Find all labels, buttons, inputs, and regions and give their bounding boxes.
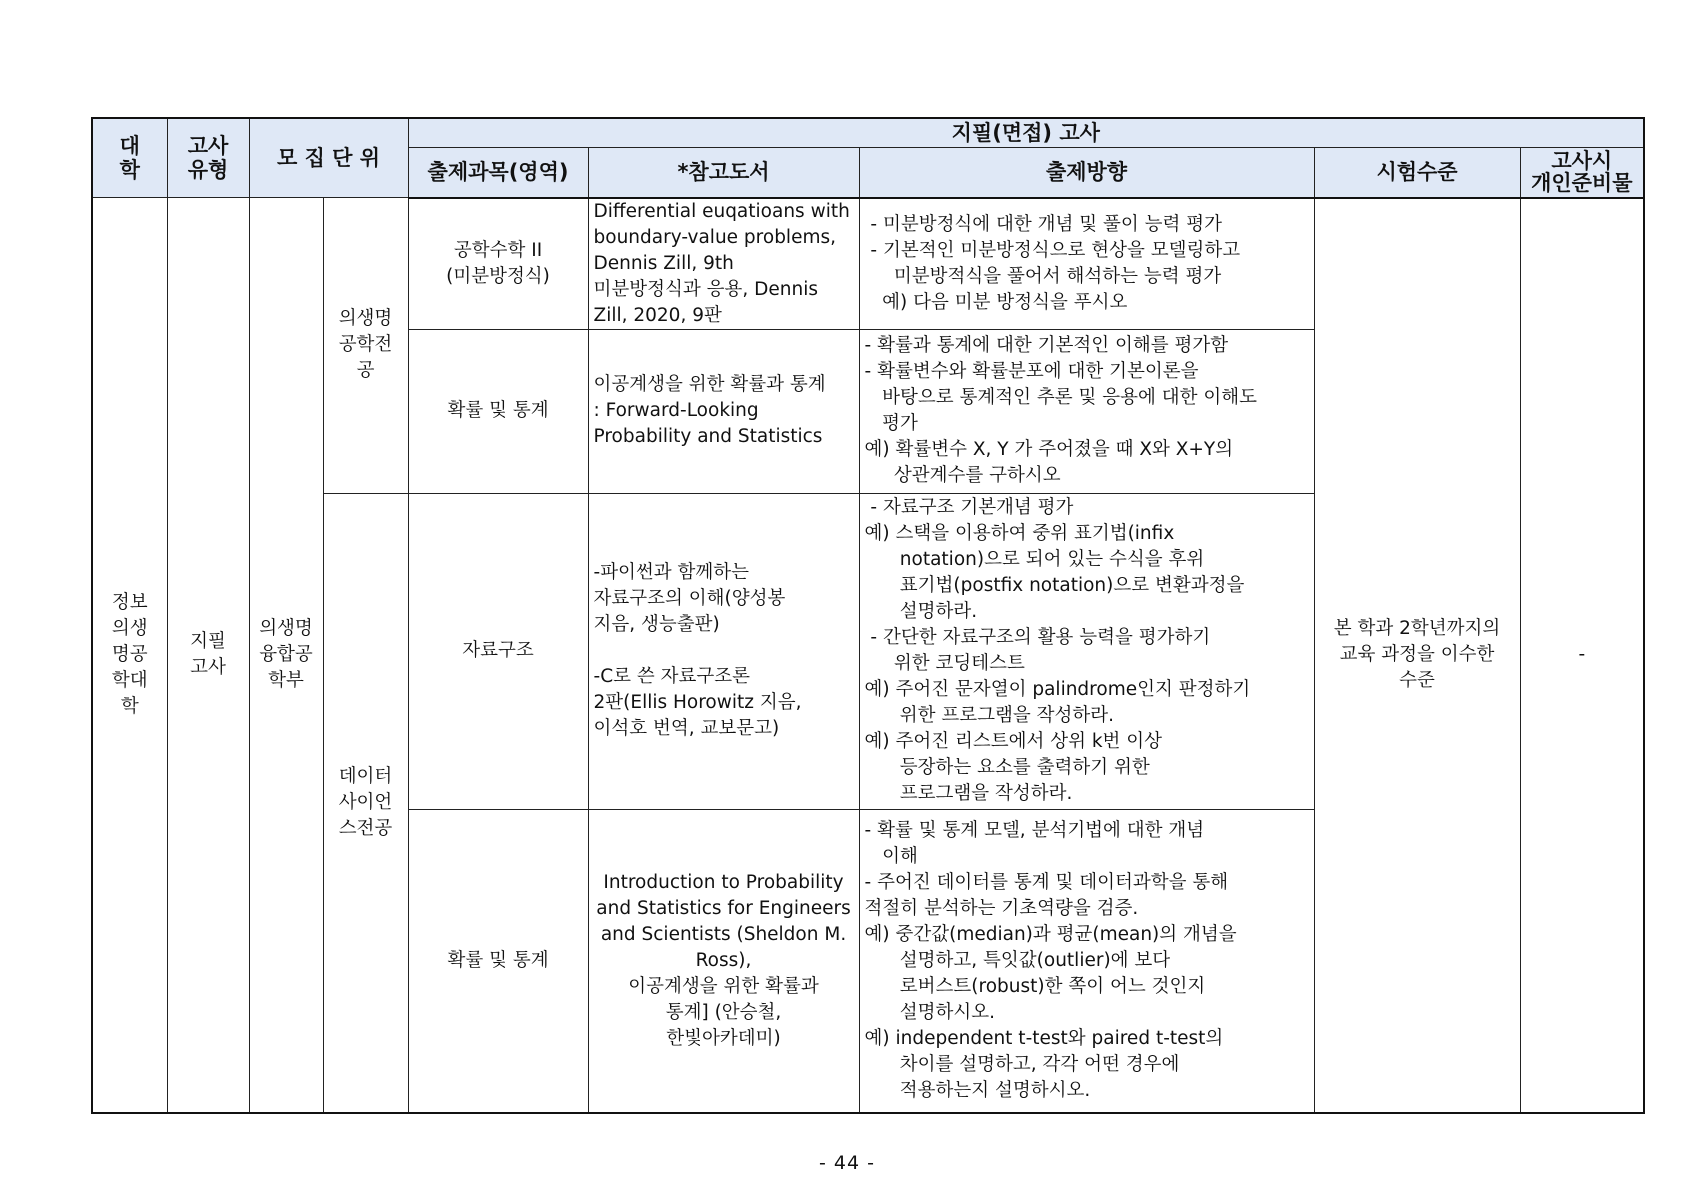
direction-line: 바탕으로 통계적인 추론 및 응용에 대한 이해도 — [864, 387, 1257, 408]
direction-line: 예) independent t-test와 paired t-test의 — [864, 1027, 1224, 1049]
direction-line: - 확률변수와 확률분포에 대한 기본이론을 — [864, 361, 1199, 382]
direction-line: - 자료구조 기본개념 평가 — [864, 497, 1074, 518]
header-university: 대 학 — [92, 118, 167, 198]
direction-line: 평가 — [864, 413, 918, 434]
direction-line: 프로그램을 작성하라. — [864, 783, 1073, 804]
direction-line: 등장하는 요소를 출력하기 위한 — [864, 757, 1150, 778]
header-direction: 출제방향 — [859, 148, 1314, 198]
direction-line: 예) 확률변수 X, Y 가 주어졌을 때 X와 X+Y의 — [864, 439, 1234, 460]
level-cell: 본 학과 2학년까지의 교육 과정을 이수한 수준 — [1314, 198, 1520, 1114]
direction-line: 예) 주어진 리스트에서 상위 k번 이상 — [864, 731, 1163, 752]
direction-line: 설명하시오. — [864, 1001, 996, 1023]
header-level: 시험수준 — [1314, 148, 1520, 198]
prep-cell: - — [1520, 198, 1644, 1114]
direction-line: 예) 다음 미분 방정식을 푸시오 — [864, 291, 1128, 313]
direction-line: 로버스트(robust)한 쪽이 어느 것인지 — [864, 975, 1206, 997]
direction-line: - 간단한 자료구조의 활용 능력을 평가하기 — [864, 627, 1211, 648]
reference-cell: -파이썬과 함께하는 자료구조의 이해(양성봉 지음, 생능출판) -C로 쓴 자료구조론 2판(Ellis Horowitz 지음, 이석호 번역, 교보문고) — [588, 493, 859, 809]
direction-line: 차이를 설명하고, 각각 어떤 경우에 — [864, 1053, 1180, 1075]
direction-line: 표기법(postfix notation)으로 변환과정을 — [864, 575, 1245, 596]
direction-line: 예) 주어진 문자열이 palindrome인지 판정하기 — [864, 679, 1251, 700]
direction-line: 상관계수를 구하시오 — [864, 465, 1061, 486]
direction-line: 미분방적식을 풀어서 해석하는 능력 평가 — [864, 265, 1222, 287]
direction-line: 위한 코딩테스트 — [864, 653, 1025, 674]
header-recruit-unit: 모 집 단 위 — [249, 118, 408, 198]
direction-line: - 확률과 통계에 대한 기본적인 이해를 평가함 — [864, 335, 1229, 356]
header-written-exam: 지필(면접) 고사 — [408, 118, 1644, 148]
direction-line: 설명하라. — [864, 601, 978, 622]
page-number: - 44 - — [819, 1152, 875, 1174]
direction-line: 적용하는지 설명하시오. — [864, 1079, 1091, 1101]
direction-cell — [859, 809, 1314, 1113]
division-cell: 의생명 융합공 학부 — [249, 198, 323, 1114]
direction-line: 설명하고, 특잇값(outlier)에 보다 — [864, 949, 1171, 971]
subject-cell: 공학수학 II (미분방정식) — [408, 198, 588, 330]
direction-line: notation)으로 되어 있는 수식을 후위 — [864, 549, 1205, 570]
major-cell: 의생명 공학전 공 — [323, 198, 408, 494]
direction-cell — [859, 493, 1314, 809]
header-exam-type: 고사 유형 — [167, 118, 249, 198]
direction-line: - 기본적인 미분방정식으로 현상을 모델링하고 — [864, 239, 1241, 261]
admission-exam-table — [91, 117, 1645, 1114]
direction-line: 위한 프로그램을 작성하라. — [864, 705, 1115, 726]
major-cell: 데이터 사이언 스전공 — [323, 493, 408, 1113]
subject-cell: 확률 및 통계 — [408, 809, 588, 1113]
direction-line: 적절히 분석하는 기초역량을 검증. — [864, 897, 1139, 919]
direction-line: 예) 스택을 이용하여 중위 표기법(infix — [864, 523, 1175, 544]
direction-line: 이해 — [864, 845, 918, 867]
university-cell: 정보 의생 명공 학대 학 — [92, 198, 167, 1114]
reference-cell: Introduction to Probability and Statistics for Engineers and Scientists (Sheldon M. Ross), 이공계생을 위한 확률과 통계] (안승철, 한빛아카데미) — [588, 809, 859, 1113]
exam-type-cell: 지필 고사 — [167, 198, 249, 1114]
header-reference: *참고도서 — [588, 148, 859, 198]
subject-cell: 자료구조 — [408, 493, 588, 809]
reference-cell: Differential euqatioans with boundary-value problems, Dennis Zill, 9th 미분방정식과 응용, Dennis Zill, 2020, 9판 — [588, 198, 859, 330]
reference-cell: 이공계생을 위한 확률과 통계 : Forward-Looking Probability and Statistics — [588, 329, 859, 493]
table-row — [92, 198, 1644, 330]
header-prep: 고사시 개인준비물 — [1520, 148, 1644, 198]
direction-line: - 확률 및 통계 모델, 분석기법에 대한 개념 — [864, 819, 1205, 841]
subject-cell: 확률 및 통계 — [408, 329, 588, 493]
header-subject: 출제과목(영역) — [408, 148, 588, 198]
direction-line: - 주어진 데이터를 통계 및 데이터과학을 통해 — [864, 871, 1229, 893]
direction-cell — [859, 329, 1314, 493]
direction-line: - 미분방정식에 대한 개념 및 풀이 능력 평가 — [864, 213, 1223, 235]
direction-line: 예) 중간값(median)과 평균(mean)의 개념을 — [864, 923, 1237, 945]
direction-cell — [859, 198, 1314, 330]
